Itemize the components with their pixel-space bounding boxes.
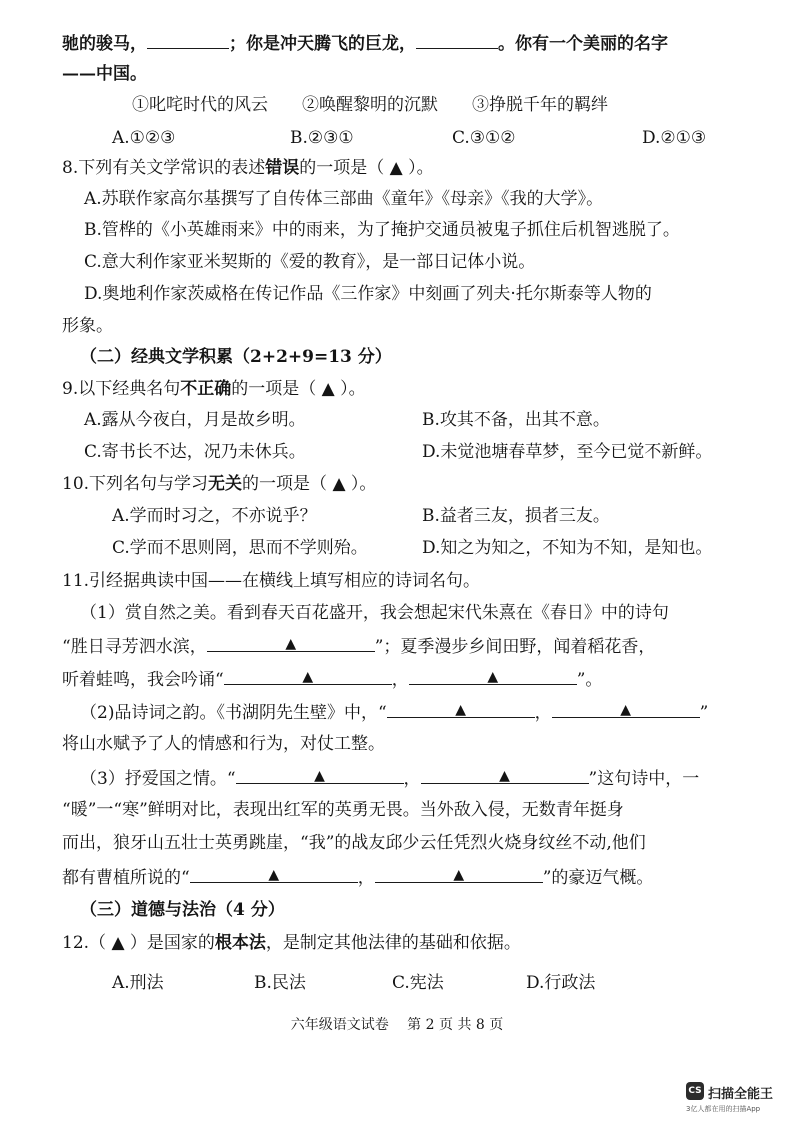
- question-9-stem: [62, 381, 366, 398]
- stem-text: 8.下列有关文学常识的表述: [62, 158, 266, 178]
- poem-text: ”的豪迈气概。: [542, 868, 654, 888]
- question-11-part-3-line-1: [80, 769, 699, 788]
- poem-text: （3）抒爱国之情。“: [80, 769, 236, 789]
- blank-marker: ▲: [268, 867, 280, 883]
- blank-marker: ▲: [499, 768, 510, 784]
- question-9-option-a[interactable]: A.露从今夜白，月是故乡明。: [84, 410, 306, 430]
- poem-text: ”。: [576, 670, 603, 690]
- question-9-option-d[interactable]: D.未觉池塘春草梦，至今已觉不新鲜。: [422, 442, 713, 462]
- answer-blank[interactable]: [190, 868, 358, 883]
- answer-blank[interactable]: [375, 868, 543, 883]
- stem-text: 的一项是（ ▲ ）。: [242, 474, 377, 494]
- stem-text: 10.下列名句与学习: [62, 474, 209, 494]
- question-12-option-c[interactable]: C.宪法: [392, 973, 444, 993]
- stem-text: 9.以下经典名句: [62, 379, 181, 399]
- question-8-option-b[interactable]: B.管桦的《小英雄雨来》中的雨来，为了掩护交通员被鬼子抓住后机智逃脱了。: [84, 220, 680, 240]
- stem-text: 12.（ ▲ ）是国家的: [62, 933, 215, 953]
- scanner-logo-name: 扫描全能王: [708, 1087, 774, 1102]
- stem-text: 的一项是（ ▲ ）。: [299, 158, 434, 178]
- intro-text: 驰的骏马，: [62, 34, 147, 54]
- stem-emphasis: 无关: [208, 474, 243, 494]
- stem-text: 的一项是（ ▲ ）。: [231, 379, 366, 399]
- blank-marker: ▲: [285, 636, 297, 652]
- poem-text: ”这句诗中，一: [588, 769, 700, 789]
- question-12-option-d[interactable]: D.行政法: [526, 973, 596, 993]
- blank-marker: ▲: [453, 867, 465, 883]
- question-12-stem: [62, 935, 521, 952]
- blank-marker: ▲: [302, 669, 314, 685]
- question-12-option-b[interactable]: B.民法: [254, 973, 306, 993]
- stem-emphasis: 错误: [265, 158, 300, 178]
- option-d[interactable]: D.②①③: [642, 128, 707, 148]
- stem-emphasis: 根本法: [214, 933, 266, 953]
- intro-line-2: ——中国。: [62, 64, 147, 84]
- question-8-option-d-cont: 形象。: [62, 316, 113, 336]
- question-11-part-3-line-4: [62, 868, 653, 887]
- question-12-option-a[interactable]: A.刑法: [112, 973, 164, 993]
- blank-marker: ▲: [620, 702, 632, 718]
- question-11-part-2-line-2: 将山水赋予了人的情感和行为，对仗工整。: [62, 734, 385, 754]
- blank-marker: ▲: [314, 768, 325, 784]
- question-11-part-1-line-2: [62, 637, 655, 656]
- question-11-part-1-line-1: （1）赏自然之美。看到春天百花盛开，我会想起宋代朱熹在《春日》中的诗句: [80, 603, 669, 623]
- answer-blank[interactable]: [147, 34, 229, 49]
- question-11-part-3-line-3: 而出，狼牙山五壮士英勇跳崖，“我”的战友邱少云任凭烈火烧身纹丝不动,他们: [62, 833, 646, 853]
- section-3-heading: （三）道德与法治（4 分）: [80, 900, 285, 920]
- question-9-option-b[interactable]: B.攻其不备，出其不意。: [422, 410, 610, 430]
- stem-text: ，是制定其他法律的基础和依据。: [265, 933, 521, 953]
- question-10-option-b[interactable]: B.益者三友，损者三友。: [422, 506, 610, 526]
- scanner-watermark: [686, 1082, 790, 1118]
- intro-text: ；你是冲天腾飞的巨龙，: [229, 34, 416, 54]
- poem-text: 听着蛙鸣，我会吟诵“: [62, 670, 224, 690]
- question-8-option-c[interactable]: C.意大利作家亚米契斯的《爱的教育》，是一部日记体小说。: [84, 252, 536, 272]
- answer-blank[interactable]: [416, 34, 498, 49]
- poem-text: （2)品诗词之韵。《书湖阴先生壁》中，“: [80, 703, 387, 723]
- scanner-logo-icon: CS: [686, 1082, 704, 1100]
- section-2-heading: （二）经典文学积累（2+2+9=13 分）: [80, 347, 392, 367]
- question-10-option-d[interactable]: D.知之为知之，不知为不知，是知也。: [422, 538, 713, 558]
- poem-text: ，: [534, 703, 552, 723]
- poem-text: ，: [403, 769, 421, 789]
- question-10-stem: [62, 476, 376, 493]
- scanner-logo-tagline: 3亿人都在用的扫描App: [686, 1105, 761, 1113]
- question-8-stem: [62, 160, 434, 177]
- answer-blank[interactable]: [207, 637, 375, 652]
- question-11-part-2-line-1: [80, 703, 708, 722]
- poem-text: ，: [357, 868, 375, 888]
- intro-text: 。你有一个美丽的名字: [498, 34, 668, 54]
- poem-text: “胜日寻芳泗水滨，: [62, 637, 207, 657]
- stem-emphasis: 不正确: [180, 379, 232, 399]
- answer-blank[interactable]: [387, 703, 535, 718]
- poem-text: ”；夏季漫步乡间田野，闻着稻花香，: [374, 637, 656, 657]
- question-11-stem: 11.引经据典读中国——在横线上填写相应的诗词名句。: [62, 571, 481, 591]
- blank-marker: ▲: [455, 702, 467, 718]
- question-8-option-a[interactable]: A.苏联作家高尔基撰写了自传体三部曲《童年》《母亲》《我的大学》。: [84, 189, 604, 209]
- page-footer: 六年级语文试卷 第 2 页 共 8 页: [290, 1017, 504, 1033]
- question-10-option-c[interactable]: C.学而不思则罔，思而不学则殆。: [112, 538, 368, 558]
- answer-blank[interactable]: [421, 769, 589, 784]
- answer-blank[interactable]: [236, 769, 404, 784]
- blank-marker: ▲: [487, 669, 499, 685]
- question-10-option-a[interactable]: A.学而时习之，不亦说乎？: [112, 506, 317, 526]
- intro-choices: ①叱咤时代的风云 ②唤醒黎明的沉默 ③挣脱千年的羁绊: [132, 95, 608, 115]
- answer-blank[interactable]: [224, 670, 392, 685]
- answer-blank[interactable]: [552, 703, 700, 718]
- option-a[interactable]: A.①②③: [112, 128, 176, 148]
- answer-blank[interactable]: [409, 670, 577, 685]
- poem-text: ”: [699, 703, 709, 723]
- poem-text: 都有曹植所说的“: [62, 868, 190, 888]
- poem-text: ，: [391, 670, 409, 690]
- question-9-option-c[interactable]: C.寄书长不达，况乃未休兵。: [84, 442, 306, 462]
- option-b[interactable]: B.②③①: [290, 128, 354, 148]
- question-8-option-d[interactable]: D.奥地利作家茨威格在传记作品《三作家》中刻画了列夫·托尔斯泰等人物的: [84, 284, 652, 304]
- question-11-part-3-line-2: “暖”一“寒”鲜明对比，表现出红军的英勇无畏。当外敌入侵，无数青年挺身: [62, 800, 624, 820]
- intro-line-1: [62, 34, 668, 53]
- question-11-part-1-line-3: [62, 670, 602, 689]
- option-c[interactable]: C.③①②: [452, 128, 516, 148]
